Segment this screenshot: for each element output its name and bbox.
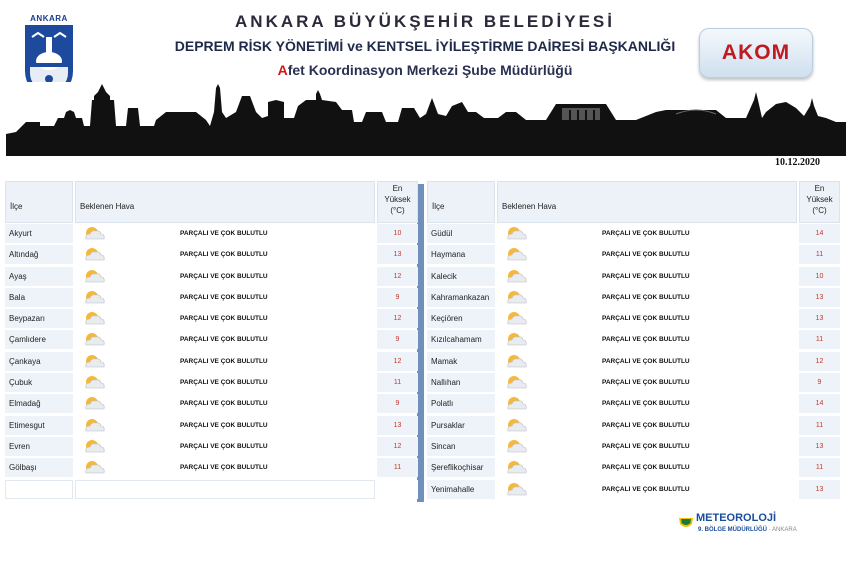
district-column-header: İlçe: [427, 181, 495, 223]
table-header: [427, 181, 840, 223]
district-name: Etimesgut: [5, 416, 73, 435]
max-temp-header-line3: (°C): [812, 206, 827, 215]
table-body: [5, 223, 418, 479]
partly-cloudy-icon: [80, 224, 108, 243]
weather-description: PARÇALI VE ÇOK BULUTLU: [602, 421, 690, 429]
table-row: [5, 351, 418, 372]
weather-description: PARÇALI VE ÇOK BULUTLU: [602, 230, 690, 237]
municipality-title: ANKARA BÜYÜKŞEHİR BELEDİYESİ: [235, 12, 615, 31]
partly-cloudy-icon: [502, 224, 530, 243]
max-temperature: 13: [377, 245, 418, 264]
partly-cloudy-icon: [502, 245, 530, 264]
max-temp-column-header: [377, 181, 418, 223]
table-row: [427, 436, 840, 457]
report-date: 10.12.2020: [775, 157, 820, 168]
weather-description: PARÇALI VE ÇOK BULUTLU: [180, 379, 268, 387]
partly-cloudy-icon: [502, 458, 530, 477]
weather-description: PARÇALI VE ÇOK BULUTLU: [180, 230, 268, 237]
weather-cell: [75, 352, 375, 371]
weather-cell: [75, 416, 375, 435]
table-row: [427, 479, 840, 500]
branch-title-rest: fet Koordinasyon Merkezi Şube Müdürlüğü: [287, 62, 573, 78]
partly-cloudy-icon: [80, 352, 108, 371]
weather-description: PARÇALI VE ÇOK BULUTLU: [602, 485, 690, 493]
max-temperature: 13: [799, 437, 840, 456]
weather-description: PARÇALI VE ÇOK BULUTLU: [602, 336, 690, 344]
max-temp-header-line3: (°C): [390, 206, 405, 215]
table-row: [427, 372, 840, 393]
weather-description: PARÇALI VE ÇOK BULUTLU: [180, 421, 268, 429]
table-row: [427, 351, 840, 372]
weather-description: PARÇALI VE ÇOK BULUTLU: [180, 357, 268, 365]
forecast-table-left: [5, 181, 418, 500]
partly-cloudy-icon: [80, 373, 108, 392]
district-name: Beypazarı: [5, 309, 73, 328]
table-row: [5, 287, 418, 308]
partly-cloudy-icon: [502, 480, 530, 499]
max-temperature: 12: [377, 309, 418, 328]
weather-cell: [497, 373, 797, 392]
table-row: [427, 393, 840, 414]
partly-cloudy-icon: [80, 267, 108, 286]
weather-description: PARÇALI VE ÇOK BULUTLU: [180, 464, 268, 472]
max-temperature: 13: [799, 480, 840, 499]
table-row: [5, 308, 418, 329]
weather-cell: [497, 352, 797, 371]
table-row: [5, 223, 418, 244]
table-row: [427, 415, 840, 436]
weather-description: PARÇALI VE ÇOK BULUTLU: [602, 400, 690, 408]
max-temperature: 12: [799, 352, 840, 371]
partly-cloudy-icon: [80, 330, 108, 349]
weather-cell: [75, 288, 375, 307]
weather-description: PARÇALI VE ÇOK BULUTLU: [602, 272, 690, 280]
partly-cloudy-icon: [502, 267, 530, 286]
district-name: Kızılcahamam: [427, 330, 495, 349]
partly-cloudy-icon: [502, 437, 530, 456]
partly-cloudy-icon: [80, 288, 108, 307]
max-temperature: 11: [377, 373, 418, 392]
max-temperature: 9: [377, 394, 418, 413]
max-temperature: 14: [799, 224, 840, 243]
meteoroloji-logo: [678, 512, 818, 542]
weather-description: PARÇALI VE ÇOK BULUTLU: [602, 315, 690, 323]
max-temp-header-line1: En: [814, 184, 825, 193]
weather-description: PARÇALI VE ÇOK BULUTLU: [180, 400, 268, 408]
table-row: [427, 244, 840, 265]
weather-cell: [497, 458, 797, 477]
max-temperature: 11: [799, 458, 840, 477]
district-name: Çamlıdere: [5, 330, 73, 349]
weather-cell: [497, 480, 797, 499]
ankara-logo-text: ANKARA: [30, 14, 68, 23]
weather-cell: [75, 373, 375, 392]
partly-cloudy-icon: [80, 245, 108, 264]
max-temperature: 13: [377, 416, 418, 435]
district-name: Altındağ: [5, 245, 73, 264]
district-name: Gölbaşı: [5, 458, 73, 477]
meteoroloji-city: ANKARA: [772, 527, 797, 533]
weather-description: PARÇALI VE ÇOK BULUTLU: [180, 336, 268, 344]
meteoroloji-office: 9. BÖLGE MÜDÜRLÜĞÜ: [698, 527, 767, 533]
weather-description: PARÇALI VE ÇOK BULUTLU: [180, 251, 268, 259]
max-temperature: 10: [799, 267, 840, 286]
table-body: [427, 223, 840, 500]
max-temperature: 13: [799, 288, 840, 307]
max-temperature: 13: [799, 309, 840, 328]
weather-cell: [497, 267, 797, 286]
district-name: Polatlı: [427, 394, 495, 413]
weather-description: PARÇALI VE ÇOK BULUTLU: [180, 442, 268, 450]
partly-cloudy-icon: [80, 458, 108, 477]
district-name: Haymana: [427, 245, 495, 264]
max-temperature: 11: [799, 330, 840, 349]
weather-description: PARÇALI VE ÇOK BULUTLU: [602, 464, 690, 472]
district-name: Elmadağ: [5, 394, 73, 413]
weather-cell: [497, 330, 797, 349]
max-temp-column-header: [799, 181, 840, 223]
district-name: Evren: [5, 437, 73, 456]
max-temperature: 9: [377, 288, 418, 307]
ankara-skyline-banner: [6, 82, 846, 156]
table-row: [5, 415, 418, 436]
meteoroloji-title: METEOROLOJİ: [696, 512, 777, 524]
weather-cell: [75, 458, 375, 477]
weather-description: PARÇALI VE ÇOK BULUTLU: [180, 272, 268, 280]
district-name: Bala: [5, 288, 73, 307]
weather-cell: [75, 245, 375, 264]
max-temperature: 11: [799, 245, 840, 264]
weather-cell: [497, 224, 797, 243]
table-row: [427, 457, 840, 478]
partly-cloudy-icon: [502, 416, 530, 435]
weather-cell: [75, 394, 375, 413]
max-temperature: 14: [799, 394, 840, 413]
partly-cloudy-icon: [80, 309, 108, 328]
max-temperature: 12: [377, 437, 418, 456]
meteoroloji-emblem-icon: [678, 514, 694, 530]
weather-description: PARÇALI VE ÇOK BULUTLU: [602, 379, 690, 387]
weather-cell: [497, 437, 797, 456]
weather-cell: [75, 309, 375, 328]
partly-cloudy-icon: [502, 352, 530, 371]
weather-cell: [497, 288, 797, 307]
weather-description: PARÇALI VE ÇOK BULUTLU: [602, 357, 690, 365]
table-header: [5, 181, 418, 223]
weather-description: PARÇALI VE ÇOK BULUTLU: [602, 251, 690, 259]
partly-cloudy-icon: [80, 416, 108, 435]
akom-logo: AKOM: [699, 28, 813, 78]
district-name: Pursaklar: [427, 416, 495, 435]
table-row: [5, 372, 418, 393]
weather-column-header: Beklenen Hava: [75, 181, 375, 223]
max-temperature: 11: [799, 416, 840, 435]
table-row: [5, 266, 418, 287]
weather-cell: [75, 224, 375, 243]
partly-cloudy-icon: [502, 394, 530, 413]
table-row: [5, 457, 418, 478]
district-name: Şereflikoçhisar: [427, 458, 495, 477]
partly-cloudy-icon: [502, 309, 530, 328]
partly-cloudy-icon: [502, 373, 530, 392]
district-name: Çubuk: [5, 373, 73, 392]
max-temperature: 12: [377, 352, 418, 371]
table-row: [427, 223, 840, 244]
district-name: Kalecik: [427, 267, 495, 286]
partly-cloudy-icon: [80, 394, 108, 413]
weather-cell: [75, 330, 375, 349]
partly-cloudy-icon: [502, 288, 530, 307]
district-name: Keçiören: [427, 309, 495, 328]
weather-cell: [497, 394, 797, 413]
district-name: Sincan: [427, 437, 495, 456]
max-temperature: 9: [799, 373, 840, 392]
weather-cell: [75, 437, 375, 456]
district-column-header: İlçe: [5, 181, 73, 223]
max-temp-header-line2: Yüksek: [806, 195, 833, 204]
forecast-table-right: [427, 181, 840, 500]
weather-description: PARÇALI VE ÇOK BULUTLU: [602, 293, 690, 301]
weather-cell: [497, 309, 797, 328]
max-temp-header-line1: En: [392, 184, 403, 193]
table-separator: [417, 184, 424, 502]
weather-description: PARÇALI VE ÇOK BULUTLU: [602, 442, 690, 450]
district-name: Kahramankazan: [427, 288, 495, 307]
table-row-empty: [5, 479, 418, 500]
district-name: Nallıhan: [427, 373, 495, 392]
district-name: Yenimahalle: [427, 480, 495, 499]
table-row: [427, 308, 840, 329]
district-name: Güdül: [427, 224, 495, 243]
weather-column-header: Beklenen Hava: [497, 181, 797, 223]
district-name: Ayaş: [5, 267, 73, 286]
partly-cloudy-icon: [502, 330, 530, 349]
max-temperature: 11: [377, 458, 418, 477]
district-name: Akyurt: [5, 224, 73, 243]
table-row: [5, 329, 418, 350]
meteoroloji-subtitle: 9. BÖLGE MÜDÜRLÜĞÜ · ANKARA: [698, 527, 797, 533]
weather-cell: [75, 267, 375, 286]
weather-description: PARÇALI VE ÇOK BULUTLU: [180, 293, 268, 301]
max-temp-header-line2: Yüksek: [384, 195, 411, 204]
department-title: DEPREM RİSK YÖNETİMİ ve KENTSEL İYİLEŞTİRME DAİRESİ BAŞKANLIĞI: [174, 38, 676, 54]
district-name: Çankaya: [5, 352, 73, 371]
max-temperature: 12: [377, 267, 418, 286]
table-row: [427, 329, 840, 350]
table-row: [5, 393, 418, 414]
table-row: [427, 266, 840, 287]
table-row: [5, 436, 418, 457]
partly-cloudy-icon: [80, 437, 108, 456]
weather-cell: [497, 245, 797, 264]
weather-description: PARÇALI VE ÇOK BULUTLU: [180, 315, 268, 323]
table-row: [427, 287, 840, 308]
max-temperature: 9: [377, 330, 418, 349]
district-name: Mamak: [427, 352, 495, 371]
branch-title-initial: A: [277, 62, 288, 78]
weather-cell: [497, 416, 797, 435]
table-row: [5, 244, 418, 265]
max-temperature: 10: [377, 224, 418, 243]
